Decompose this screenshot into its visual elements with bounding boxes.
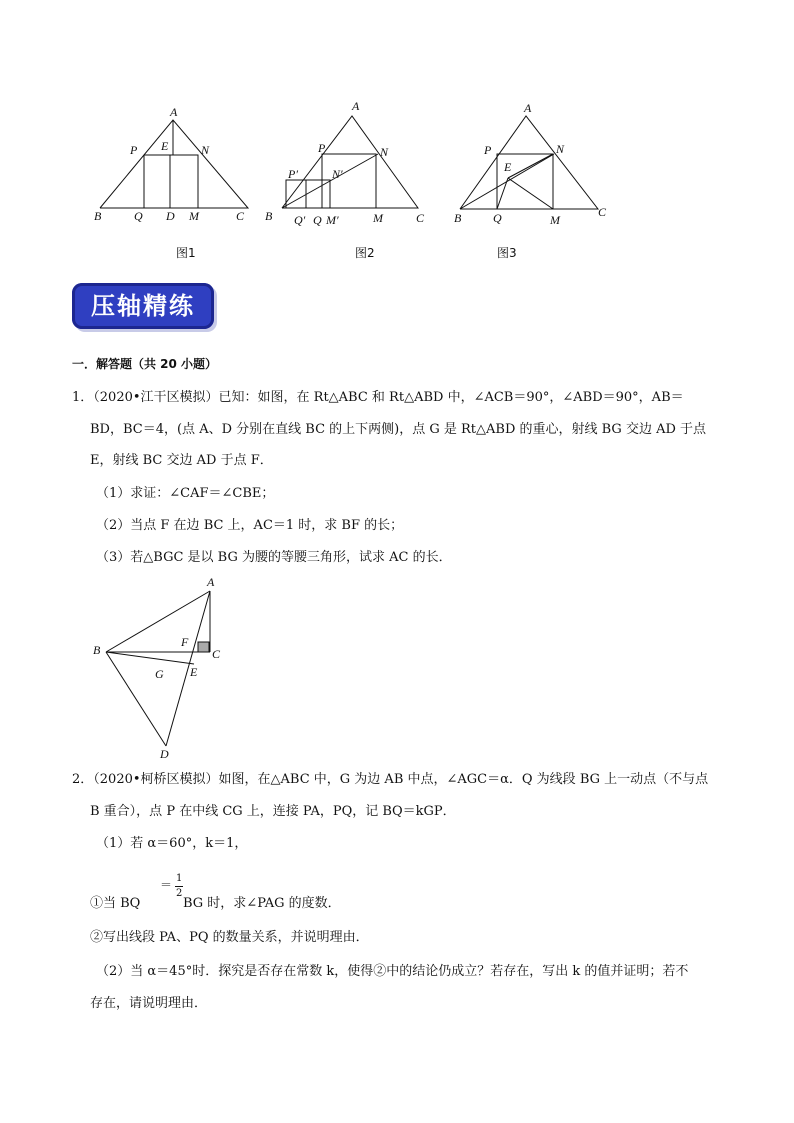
q1-figure-diagram <box>88 572 238 762</box>
fraction-denominator: 2 <box>176 888 183 899</box>
fraction-equals: ＝ <box>160 878 173 892</box>
label-Q: Q <box>493 211 502 225</box>
q2-sub-2-cont: 存在，请说明理由． <box>90 996 208 1011</box>
figure-3-diagram <box>450 98 620 230</box>
label-N-prime: N′ <box>332 167 343 181</box>
q1-sub-2: （2）当点 F 在边 BC 上，AC＝1 时，求 BF 的长； <box>96 518 404 533</box>
label-C: C <box>212 647 221 661</box>
label-Q: Q <box>313 213 322 227</box>
q2-item-1-start: ①当 BQ <box>90 896 141 911</box>
q2-sub-2: （2）当 α＝45°时．探究是否存在常数 k，使得②中的结论仍成立？若存在，写出 k 的值并证明；若不 <box>96 964 689 979</box>
label-P-prime: P′ <box>288 167 298 181</box>
label-A: A <box>352 99 360 113</box>
label-N: N <box>380 145 389 159</box>
label-Q-prime: Q′ <box>294 213 306 227</box>
figure-2-diagram <box>262 96 442 230</box>
label-D: D <box>166 209 175 223</box>
figure-1-caption: 图1 <box>176 246 196 260</box>
label-N: N <box>201 143 210 157</box>
q2-line-1: 2．（2020•柯桥区模拟）如图，在△ABC 中，G 为边 AB 中点，∠AGC＝α．Q 为线段 BG 上一动点（不与点 <box>72 772 709 787</box>
label-B: B <box>454 211 462 225</box>
label-C: C <box>236 209 245 223</box>
section-badge <box>72 283 214 329</box>
label-B: B <box>93 643 101 657</box>
label-P: P <box>484 143 492 157</box>
label-E: E <box>504 160 512 174</box>
label-Q: Q <box>134 209 143 223</box>
label-E: E <box>161 139 169 153</box>
q2-line-2: B 重合），点 P 在中线 CG 上，连接 PA，PQ，记 BQ＝kGP． <box>90 804 456 819</box>
section-badge-text: 压轴精练 <box>91 292 195 320</box>
label-P: P <box>318 141 326 155</box>
label-A: A <box>207 575 215 589</box>
q2-item-1-end: BG 时，求∠PAG 的度数． <box>183 896 341 911</box>
q1-line-2: BD，BC＝4，(点 A、D 分别在直线 BC 的上下两侧)，点 G 是 Rt△ABD 的重心，射线 BG 交边 AD 于点 <box>90 422 707 437</box>
fraction-numerator: 1 <box>176 873 183 884</box>
label-C: C <box>416 211 425 225</box>
q1-line-3: E，射线 BC 交边 AD 于点 F． <box>90 453 273 468</box>
q2-item-2: ②写出线段 PA、PQ 的数量关系，并说明理由． <box>90 930 369 945</box>
figure-2-caption: 图2 <box>355 246 375 260</box>
fraction-bar <box>175 886 183 887</box>
label-N: N <box>556 142 565 156</box>
figure-1-diagram <box>88 100 258 230</box>
q1-line-1: 1．（2020•江干区模拟）已知：如图，在 Rt△ABC 和 Rt△ABD 中，∠ACB＝90°，∠ABD＝90°，AB＝ <box>72 390 684 405</box>
q2-sub-1: （1）若 α＝60°，k＝1， <box>96 836 248 851</box>
figure-3 <box>450 98 620 230</box>
label-M: M <box>373 211 383 225</box>
q1-sub-1: （1）求证：∠CAF＝∠CBE； <box>96 486 275 501</box>
label-F: F <box>181 635 189 649</box>
label-E: E <box>190 665 198 679</box>
label-A: A <box>170 105 178 119</box>
label-A: A <box>524 101 532 115</box>
figure-2 <box>262 96 442 230</box>
section-title: 一．解答题（共 20 小题） <box>72 357 218 371</box>
label-G: G <box>155 667 164 681</box>
label-C: C <box>598 205 607 219</box>
label-P: P <box>130 143 138 157</box>
q1-figure <box>88 572 238 762</box>
right-angle-marker <box>198 642 209 652</box>
label-D: D <box>160 747 169 761</box>
label-M: M <box>550 213 560 227</box>
q1-sub-3: （3）若△BGC 是以 BG 为腰的等腰三角形，试求 AC 的长． <box>96 550 452 565</box>
figure-3-caption: 图3 <box>497 246 517 260</box>
label-M: M <box>189 209 199 223</box>
label-B: B <box>265 209 273 223</box>
label-M-prime: M′ <box>326 213 339 227</box>
figure-1 <box>88 100 258 230</box>
label-B: B <box>94 209 102 223</box>
